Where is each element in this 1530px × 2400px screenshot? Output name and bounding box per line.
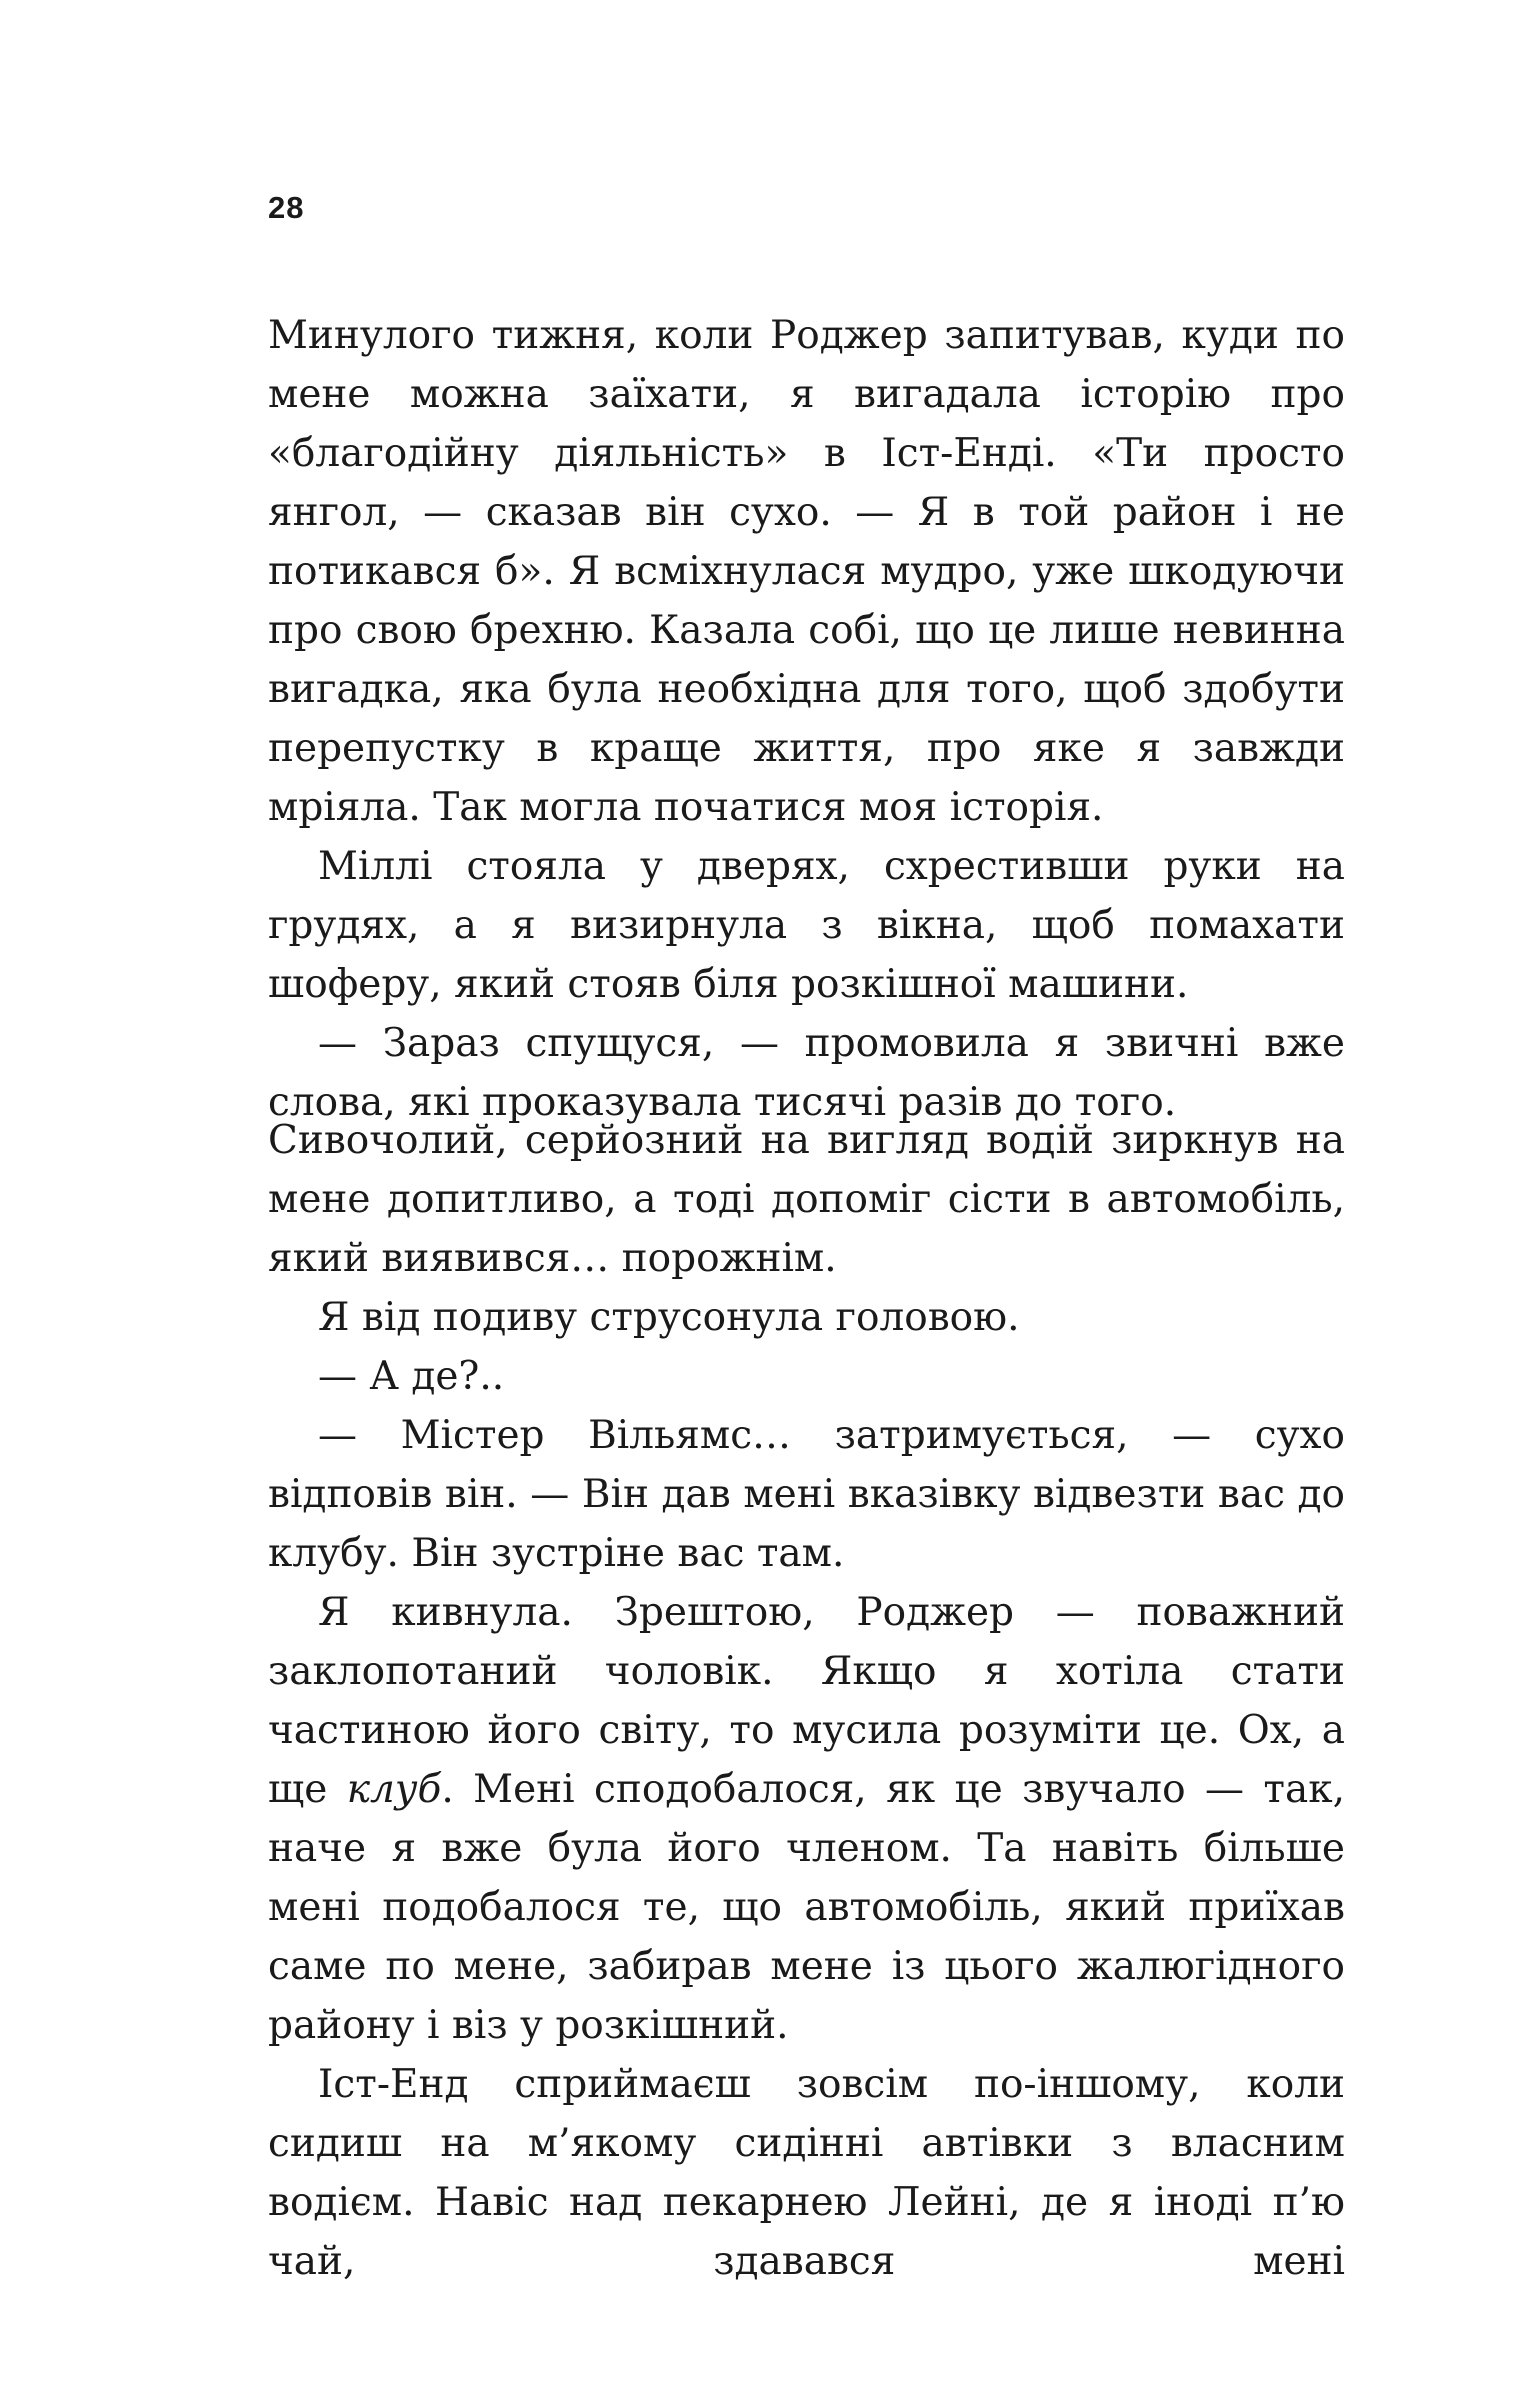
paragraph: — Зараз спущуся, — промовила я звичні вже слова, які проказувала тисячі разів до того. [268, 1021, 1345, 1125]
text-section-2 [268, 1111, 1345, 2291]
paragraph: Сивочолий, серйозний на вигляд водій зиркнув на мене допитливо, а тоді допоміг сісти в автомобіль, який виявився… порожнім. [268, 1118, 1345, 1281]
emphasized-word: клуб [346, 1767, 442, 1812]
text-section-1 [268, 306, 1345, 1132]
paragraph: — А де?.. [318, 1354, 505, 1399]
paragraph: Минулого тижня, коли Роджер запитував, куди по мене можна заїхати, я вигадала історію про «благодійну діяльність» в Іст-Енді. «Ти просто янгол, — сказав він сухо. — Я в той район і не потикався б». Я всміхнулася мудро, уже шкодуючи про свою брехню. Казала собі, що це лише невинна вигадка, яка була необхідна для того, щоб здобути перепустку в краще життя, про яке я завжди мріяла. Так могла початися моя історія. [268, 313, 1345, 830]
paragraph [268, 1583, 1345, 2055]
paragraph: — Містер Вільямс… затримується, — сухо відповів він. — Він дав мені вказівку відвезти вас до клубу. Він зустріне вас там. [268, 1413, 1345, 1576]
paragraph-text: Я кивнула. Зрештою, Роджер — поважний заклопотаний чоловік. Якщо я хотіла стати частиною його світу, то мусила розуміти це. Ох, а ще [268, 1590, 1345, 1812]
paragraph-text: . Мені сподобалося, як це звучало — так, наче я вже була його членом. Та навіть більше мені подобалося те, що автомобіль, який приїхав саме по мене, забирав мене із цього жалюгідного району і віз у розкішний. [268, 1767, 1345, 2048]
page-number: 28 [268, 190, 305, 225]
paragraph: Міллі стояла у дверях, схрестивши руки на грудях, а я визирнула з вікна, щоб помахати шоферу, який стояв біля розкішної машини. [268, 844, 1345, 1007]
paragraph: Іст-Енд сприймаєш зовсім по-іншому, коли сидиш на м’якому сидінні автівки з власним водієм. Навіс над пекарнею Лейні, де я іноді п’ю чай, здавався мені [268, 2062, 1345, 2284]
paragraph: Я від подиву струсонула головою. [318, 1295, 1020, 1340]
